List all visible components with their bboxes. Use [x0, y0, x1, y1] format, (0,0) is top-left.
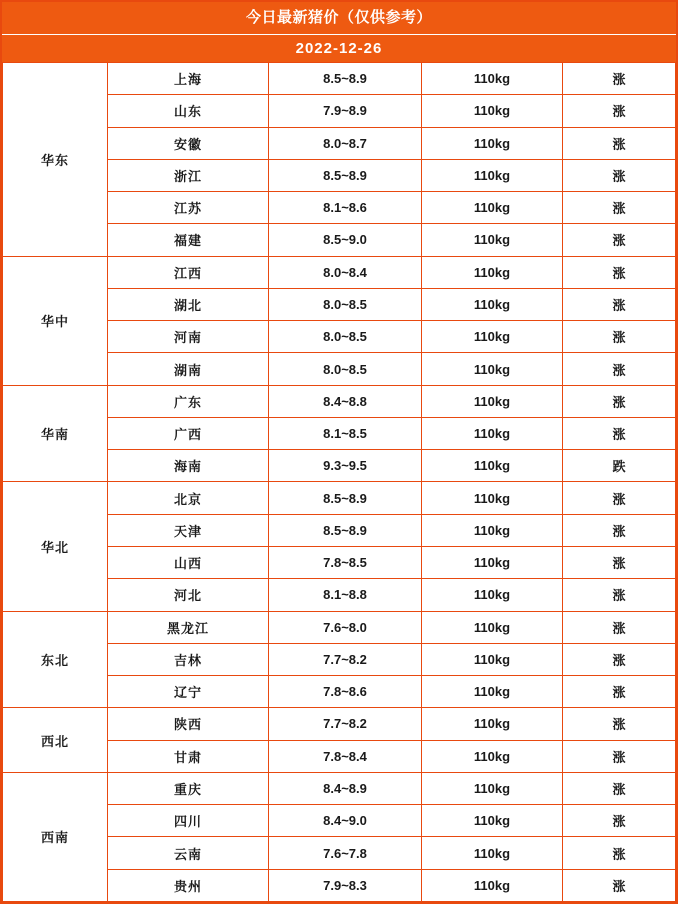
price-cell: 8.5~8.9	[269, 159, 422, 191]
trend-cell: 涨	[563, 643, 676, 675]
price-cell: 8.0~8.5	[269, 288, 422, 320]
province-cell: 辽宁	[108, 676, 269, 708]
trend-cell: 涨	[563, 417, 676, 449]
price-cell: 7.7~8.2	[269, 643, 422, 675]
weight-cell: 110kg	[422, 611, 563, 643]
weight-cell: 110kg	[422, 127, 563, 159]
trend-cell: 跌	[563, 450, 676, 482]
price-cell: 9.3~9.5	[269, 450, 422, 482]
weight-cell: 110kg	[422, 417, 563, 449]
weight-cell: 110kg	[422, 192, 563, 224]
province-cell: 北京	[108, 482, 269, 514]
price-cell: 8.4~9.0	[269, 805, 422, 837]
trend-cell: 涨	[563, 353, 676, 385]
trend-cell: 涨	[563, 63, 676, 95]
province-cell: 甘肃	[108, 740, 269, 772]
price-table-body	[3, 63, 676, 902]
weight-cell: 110kg	[422, 740, 563, 772]
trend-cell: 涨	[563, 482, 676, 514]
price-cell: 8.0~8.5	[269, 321, 422, 353]
province-cell: 江苏	[108, 192, 269, 224]
region-cell: 西南	[3, 772, 108, 901]
trend-cell: 涨	[563, 708, 676, 740]
trend-cell: 涨	[563, 546, 676, 578]
region-cell: 华中	[3, 256, 108, 385]
province-cell: 浙江	[108, 159, 269, 191]
weight-cell: 110kg	[422, 579, 563, 611]
price-cell: 8.1~8.6	[269, 192, 422, 224]
weight-cell: 110kg	[422, 256, 563, 288]
trend-cell: 涨	[563, 805, 676, 837]
region-cell: 东北	[3, 611, 108, 708]
price-cell: 7.9~8.3	[269, 869, 422, 901]
province-cell: 陕西	[108, 708, 269, 740]
province-cell: 河北	[108, 579, 269, 611]
region-cell: 华南	[3, 385, 108, 482]
price-cell: 7.6~8.0	[269, 611, 422, 643]
weight-cell: 110kg	[422, 353, 563, 385]
province-cell: 江西	[108, 256, 269, 288]
weight-cell: 110kg	[422, 514, 563, 546]
trend-cell: 涨	[563, 224, 676, 256]
price-cell: 8.0~8.7	[269, 127, 422, 159]
price-cell: 7.8~8.4	[269, 740, 422, 772]
province-cell: 湖北	[108, 288, 269, 320]
weight-cell: 110kg	[422, 224, 563, 256]
trend-cell: 涨	[563, 385, 676, 417]
trend-cell: 涨	[563, 514, 676, 546]
trend-cell: 涨	[563, 869, 676, 901]
weight-cell: 110kg	[422, 482, 563, 514]
trend-cell: 涨	[563, 127, 676, 159]
weight-cell: 110kg	[422, 546, 563, 578]
price-cell: 8.4~8.8	[269, 385, 422, 417]
trend-cell: 涨	[563, 611, 676, 643]
table-row	[3, 482, 676, 514]
province-cell: 重庆	[108, 772, 269, 804]
province-cell: 广西	[108, 417, 269, 449]
price-cell: 8.4~8.9	[269, 772, 422, 804]
weight-cell: 110kg	[422, 772, 563, 804]
price-cell: 8.5~8.9	[269, 482, 422, 514]
price-cell: 8.1~8.5	[269, 417, 422, 449]
table-row	[3, 708, 676, 740]
price-cell: 7.8~8.5	[269, 546, 422, 578]
region-cell: 华北	[3, 482, 108, 611]
province-cell: 海南	[108, 450, 269, 482]
region-cell: 西北	[3, 708, 108, 773]
trend-cell: 涨	[563, 676, 676, 708]
province-cell: 天津	[108, 514, 269, 546]
price-cell: 7.8~8.6	[269, 676, 422, 708]
region-cell: 华东	[3, 63, 108, 257]
price-cell: 8.5~8.9	[269, 63, 422, 95]
table-row	[3, 63, 676, 95]
trend-cell: 涨	[563, 288, 676, 320]
trend-cell: 涨	[563, 321, 676, 353]
weight-cell: 110kg	[422, 63, 563, 95]
province-cell: 福建	[108, 224, 269, 256]
weight-cell: 110kg	[422, 95, 563, 127]
province-cell: 贵州	[108, 869, 269, 901]
page-title: 今日最新猪价（仅供参考）	[2, 2, 676, 34]
trend-cell: 涨	[563, 579, 676, 611]
province-cell: 安徽	[108, 127, 269, 159]
price-table	[2, 62, 676, 902]
price-cell: 8.0~8.5	[269, 353, 422, 385]
province-cell: 广东	[108, 385, 269, 417]
trend-cell: 涨	[563, 159, 676, 191]
weight-cell: 110kg	[422, 288, 563, 320]
table-row	[3, 772, 676, 804]
weight-cell: 110kg	[422, 676, 563, 708]
price-cell: 8.5~8.9	[269, 514, 422, 546]
trend-cell: 涨	[563, 837, 676, 869]
table-row	[3, 385, 676, 417]
weight-cell: 110kg	[422, 643, 563, 675]
weight-cell: 110kg	[422, 837, 563, 869]
weight-cell: 110kg	[422, 708, 563, 740]
weight-cell: 110kg	[422, 159, 563, 191]
weight-cell: 110kg	[422, 385, 563, 417]
trend-cell: 涨	[563, 772, 676, 804]
weight-cell: 110kg	[422, 805, 563, 837]
weight-cell: 110kg	[422, 321, 563, 353]
price-cell: 8.1~8.8	[269, 579, 422, 611]
province-cell: 吉林	[108, 643, 269, 675]
date-bar: 2022-12-26	[2, 34, 676, 62]
trend-cell: 涨	[563, 256, 676, 288]
province-cell: 湖南	[108, 353, 269, 385]
province-cell: 河南	[108, 321, 269, 353]
weight-cell: 110kg	[422, 450, 563, 482]
weight-cell: 110kg	[422, 869, 563, 901]
province-cell: 上海	[108, 63, 269, 95]
price-cell: 7.6~7.8	[269, 837, 422, 869]
price-cell: 8.0~8.4	[269, 256, 422, 288]
table-row	[3, 256, 676, 288]
province-cell: 黑龙江	[108, 611, 269, 643]
trend-cell: 涨	[563, 740, 676, 772]
price-cell: 8.5~9.0	[269, 224, 422, 256]
price-cell: 7.7~8.2	[269, 708, 422, 740]
table-row	[3, 611, 676, 643]
trend-cell: 涨	[563, 192, 676, 224]
price-cell: 7.9~8.9	[269, 95, 422, 127]
province-cell: 山东	[108, 95, 269, 127]
province-cell: 云南	[108, 837, 269, 869]
province-cell: 四川	[108, 805, 269, 837]
province-cell: 山西	[108, 546, 269, 578]
trend-cell: 涨	[563, 95, 676, 127]
